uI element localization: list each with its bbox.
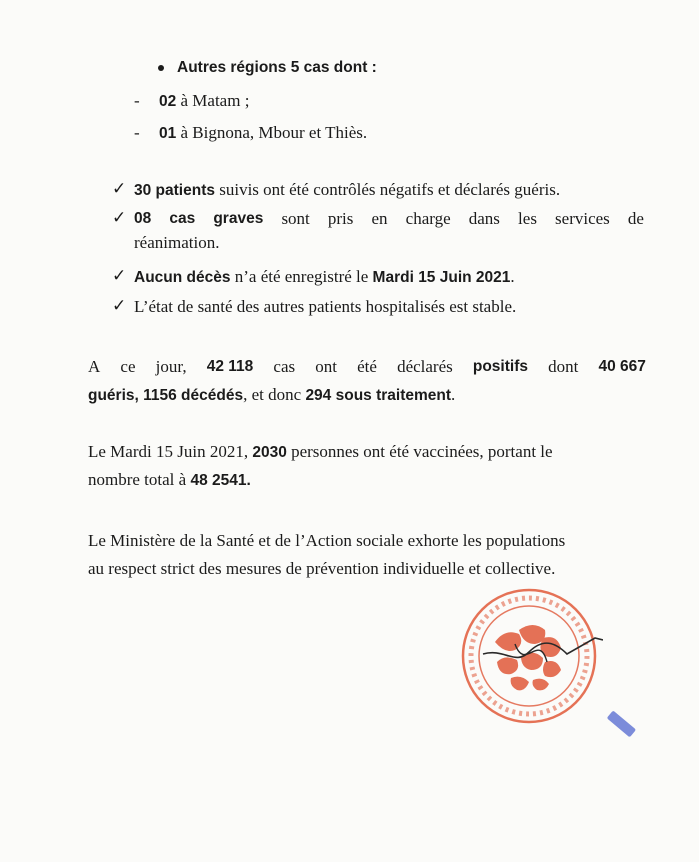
severe-word: services: [555, 209, 610, 228]
summary-word: cas: [273, 357, 296, 376]
check-item-no-deaths: [134, 266, 515, 289]
summary-word: été: [357, 357, 377, 376]
dash-2: -: [134, 123, 140, 142]
severe-word: de: [627, 209, 644, 228]
summary-word: déclarés: [397, 357, 453, 376]
summary-word: ce: [120, 357, 136, 376]
region-item-bignona: [159, 122, 367, 145]
no-deaths-bold: Aucun décès: [134, 269, 231, 286]
vaccination-line2: [88, 469, 251, 492]
check-icon: ✓: [112, 296, 127, 316]
vaccination-line1: [88, 441, 553, 464]
summary-line2: [88, 384, 455, 407]
bullet-dot: [158, 65, 164, 71]
recovered-count: 30 patients: [134, 182, 215, 199]
vaccination-text: personnes ont été vaccinées, portant le: [286, 442, 553, 461]
vaccination-text: Le Mardi 15 Juin 2021,: [88, 442, 253, 461]
no-deaths-date: Mardi 15 Juin 2021: [372, 269, 511, 286]
check-item-stable: L’état de santé des autres patients hospitalisés est stable.: [134, 297, 517, 316]
check-icon: ✓: [112, 179, 127, 199]
summary-text: , et donc: [243, 385, 306, 404]
pen-mark-icon: [600, 704, 640, 744]
region-item-bignona-count: 01: [159, 125, 177, 142]
vaccinated-total: 48 2541.: [190, 472, 251, 489]
total-cases: 42 118: [206, 358, 254, 375]
severe-word: pris: [327, 209, 354, 228]
positive-word: positifs: [472, 358, 528, 375]
vaccination-text: nombre total à: [88, 470, 191, 489]
severe-word: 08: [134, 210, 152, 227]
severe-word: sont: [281, 209, 310, 228]
check-item-recovered: [134, 179, 560, 202]
region-item-matam-count: 02: [159, 93, 177, 110]
summary-word: ont: [315, 357, 337, 376]
regions-header-text: Autres régions 5 cas dont :: [177, 59, 377, 76]
severe-word: cas: [169, 210, 196, 227]
check-icon: ✓: [112, 208, 127, 228]
severe-word: les: [518, 209, 537, 228]
recovered-total: 40 667: [598, 358, 646, 375]
vaccinated-count: 2030: [252, 444, 287, 461]
recovered-deceased: guéris, 1156 décédés: [88, 387, 244, 404]
severe-word: dans: [468, 209, 500, 228]
regions-header: [177, 57, 377, 79]
summary-word: A: [88, 357, 101, 376]
summary-word: dont: [548, 357, 579, 376]
summary-word: jour,: [155, 357, 187, 376]
closing-line2: au respect strict des mesures de prévention individuelle et collective.: [88, 559, 556, 578]
recovered-text: suivis ont été contrôlés négatifs et déclarés guéris.: [214, 180, 561, 199]
summary-end: .: [451, 385, 456, 404]
ministry-stamp: [455, 582, 603, 730]
severe-word: charge: [405, 209, 451, 228]
severe-word: graves: [213, 210, 264, 227]
region-item-bignona-text: à Bignona, Mbour et Thiès.: [176, 123, 368, 142]
check-item-severe-line2: réanimation.: [134, 233, 220, 252]
check-icon: ✓: [112, 266, 127, 286]
under-treatment: 294 sous traitement: [305, 387, 452, 404]
region-item-matam: [159, 90, 249, 113]
check-item-severe-line1: [134, 208, 644, 230]
closing-line1: Le Ministère de la Santé et de l’Action sociale exhorte les populations: [88, 531, 566, 550]
no-deaths-text: n’a été enregistré le: [230, 267, 373, 286]
summary-line1: [88, 356, 646, 378]
dash-1: -: [134, 91, 140, 110]
severe-word: en: [371, 209, 388, 228]
no-deaths-end: .: [510, 267, 515, 286]
region-item-matam-text: à Matam ;: [176, 91, 250, 110]
